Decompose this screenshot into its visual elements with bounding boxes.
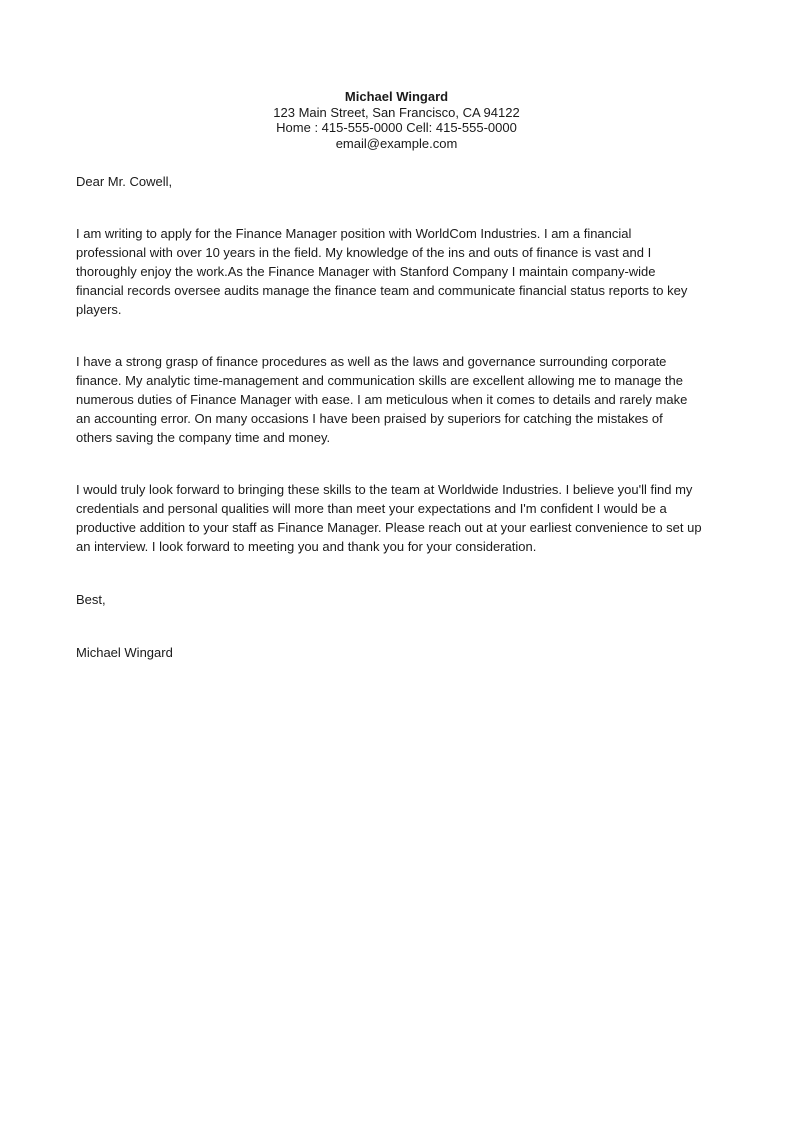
paragraph-line: professional with over 10 years in the field. My knowledge of the ins and outs of finance is vast and I	[76, 245, 652, 260]
paragraph-line: numerous duties of Finance Manager with ease. I am meticulous when it comes to details and rarely make	[76, 392, 688, 407]
paragraph-line: I would truly look forward to bringing these skills to the team at Worldwide Industries. I believe you'll find my	[76, 482, 693, 497]
paragraph-line: I am writing to apply for the Finance Manager position with WorldCom Industries. I am a financial	[76, 226, 632, 241]
salutation: Dear Mr. Cowell,	[76, 174, 173, 189]
sender-email: email@example.com	[335, 135, 458, 151]
paragraph-line: financial records oversee audits manage the finance team and communicate financial status reports to key	[76, 283, 688, 298]
paragraph-line: others saving the company time and money.	[76, 430, 331, 445]
signature-name: Michael Wingard	[76, 645, 173, 660]
paragraph-line: credentials and personal qualities will more than meet your expectations and I'm confident I would be a	[76, 501, 667, 516]
paragraph-line: I have a strong grasp of finance procedures as well as the laws and governance surrounding corporate	[76, 354, 667, 369]
paragraph-3	[76, 480, 726, 556]
paragraph-line: productive addition to your staff as Finance Manager. Please reach out at your earliest convenience to set up	[76, 520, 702, 535]
closing: Best,	[76, 592, 106, 607]
letter-header	[0, 89, 793, 151]
sender-phones: Home : 415-555-0000 Cell: 415-555-0000	[276, 120, 517, 135]
paragraph-line: an interview. I look forward to meeting you and thank you for your consideration.	[76, 539, 537, 554]
paragraph-line: thoroughly enjoy the work.As the Finance Manager with Stanford Company I maintain company-wide	[76, 264, 656, 279]
paragraph-1	[76, 224, 726, 319]
sender-name: Michael Wingard	[344, 89, 449, 104]
sender-address: 123 Main Street, San Francisco, CA 94122	[273, 104, 520, 120]
paragraph-line: players.	[76, 302, 122, 317]
paragraph-line: an accounting error. On many occasions I have been praised by superiors for catching the mistakes of	[76, 411, 663, 426]
paragraph-line: finance. My analytic time-management and communication skills are excellent allowing me to manage the	[76, 373, 683, 388]
paragraph-2	[76, 352, 726, 447]
